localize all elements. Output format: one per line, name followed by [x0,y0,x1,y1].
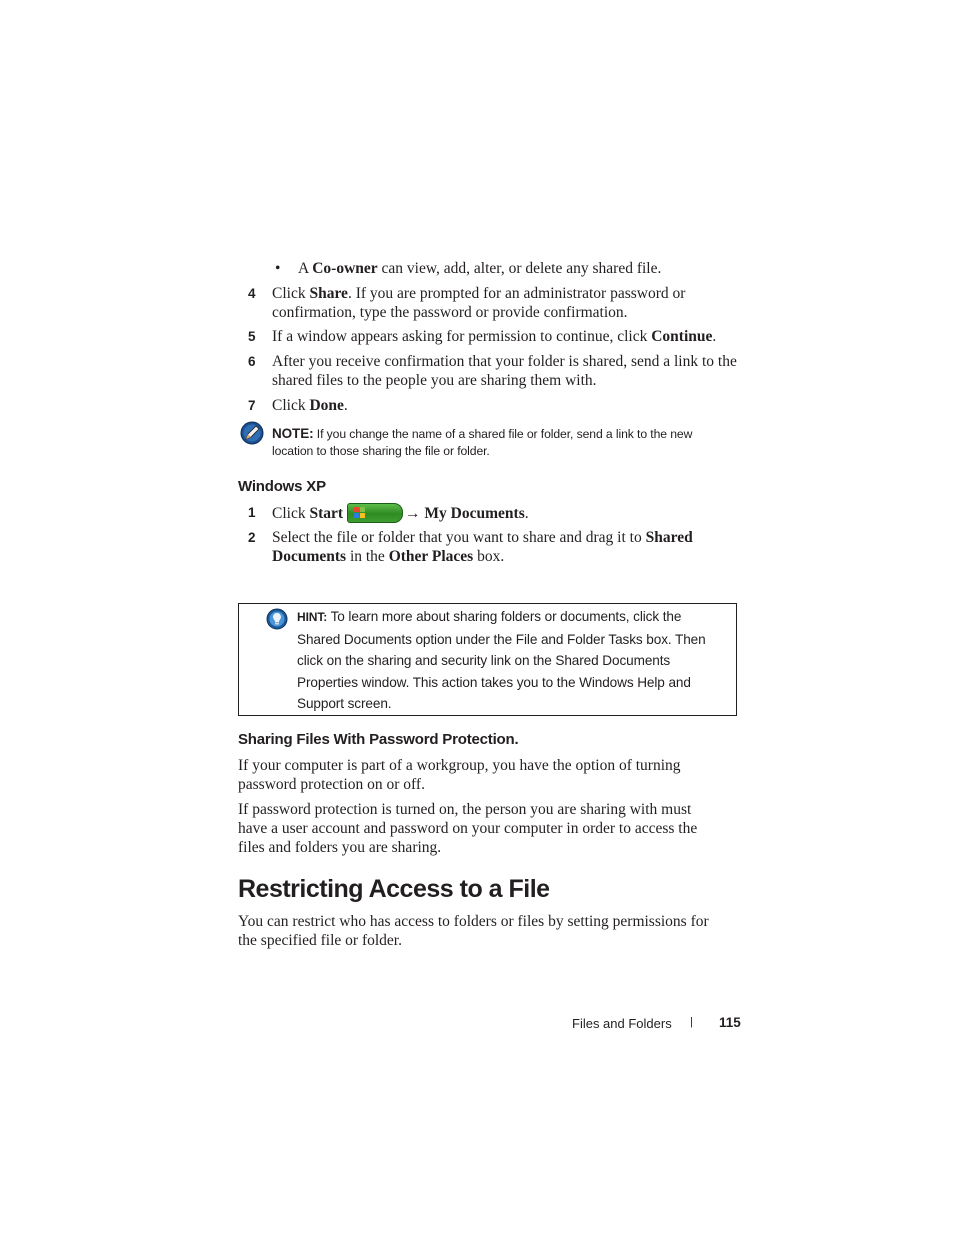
step-text: Click Done. [272,397,348,414]
step-number: 2 [248,530,256,545]
step-number: 4 [248,286,256,301]
step-number: 5 [248,329,256,344]
step-text: After you receive confirmation that your folder is shared, send a link to the shared files to the people you are sharing them with. [272,353,737,389]
hint-text: HINT: To learn more about sharing folders or documents, click the Shared Documents option under the File and Folder Tasks box. Then click on the sharing and security link on the Shared Documents Properties window. This action takes you to the Windows Help and Support screen. [297,609,706,712]
paragraph: If password protection is turned on, the person you are sharing with must have a user account and password on your computer in order to access the files and folders you are sharing. [238,801,698,856]
step-number: 1 [248,505,256,520]
hint-box [238,603,737,716]
step-text: Click Share. If you are prompted for an administrator password or confirmation, type the password or provide confirmation. [272,285,686,321]
start-button-icon [347,503,403,523]
step-number: 7 [248,398,256,413]
section-heading: Windows XP [238,478,326,495]
bullet-text: A Co-owner can view, add, alter, or delete any shared file. [298,260,662,277]
step-text: If a window appears asking for permission to continue, click Continue. [272,328,717,345]
step-number: 6 [248,354,256,369]
paragraph: If your computer is part of a workgroup, you have the option of turning password protection on or off. [238,757,681,793]
paragraph: You can restrict who has access to folders or files by setting permissions for the specified file or folder. [238,913,709,949]
note-text: NOTE: If you change the name of a shared file or folder, send a link to the new location to those sharing the file or folder. [272,426,693,458]
hint-lightbulb-icon [266,608,288,630]
page-number: 115 [719,1015,741,1030]
step-text: Select the file or folder that you want to share and drag it to Shared Documents in the Other Places box. [272,529,693,565]
footer-section-title: Files and Folders [572,1016,672,1031]
section-heading: Sharing Files With Password Protection. [238,731,519,748]
page-title: Restricting Access to a File [238,875,550,903]
bullet-mark: • [275,260,281,277]
footer-separator: | [690,1016,693,1028]
step-text: Click Start → My Documents. [272,505,529,522]
note-pencil-icon [240,421,264,445]
